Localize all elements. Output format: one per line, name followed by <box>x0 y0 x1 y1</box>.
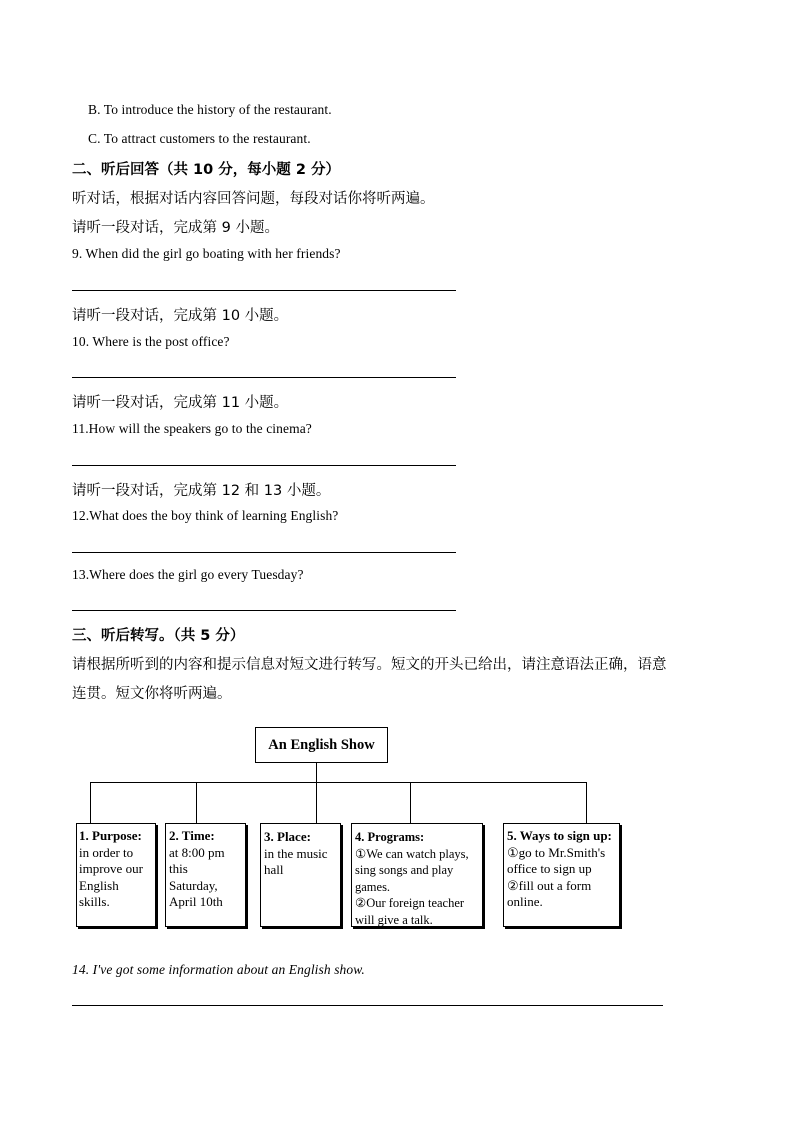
connector-trunk <box>316 763 317 783</box>
prompt-9: 请听一段对话，完成第 9 小题。 <box>72 220 279 236</box>
option-c: C. To attract customers to the restaurant. <box>88 131 311 146</box>
box-place-text: 3. Place: in the music hall <box>264 829 328 877</box>
answer-line-13[interactable] <box>72 610 456 611</box>
box-programs-text: 4. Programs: ①We can watch plays, sing songs and play games. ②Our foreign teacher will give a talk. <box>355 830 469 927</box>
prompt-10: 请听一段对话，完成第 10 小题。 <box>72 308 289 324</box>
answer-line-10[interactable] <box>72 377 456 378</box>
section3-instruction-line2: 连贯。短文你将听两遍。 <box>72 686 232 702</box>
box-purpose-text: 1. Purpose: in order to improve our English skills. <box>79 828 143 909</box>
question-13: 13.Where does the girl go every Tuesday? <box>72 567 304 582</box>
diagram-title-box <box>255 727 388 763</box>
section2-instruction: 听对话，根据对话内容回答问题，每段对话你将听两遍。 <box>72 191 435 207</box>
connector-2 <box>196 782 197 823</box>
prompt-12-13: 请听一段对话，完成第 12 和 13 小题。 <box>72 483 331 499</box>
section2-heading: 二、听后回答（共 10 分，每小题 2 分） <box>72 162 340 178</box>
section3-heading: 三、听后转写。（共 5 分） <box>72 628 245 644</box>
prompt-11: 请听一段对话，完成第 11 小题。 <box>72 395 289 411</box>
box-ways-text: 5. Ways to sign up: ①go to Mr.Smith's office to sign up ②fill out a form online. <box>507 828 612 909</box>
answer-line-11[interactable] <box>72 465 456 466</box>
answer-line-12[interactable] <box>72 552 456 553</box>
question-9: 9. When did the girl go boating with her friends? <box>72 246 341 261</box>
connector-bar <box>90 782 586 783</box>
section3-instruction-line1: 请根据所听到的内容和提示信息对短文进行转写。短文的开头已给出，请注意语法正确，语意 <box>72 657 667 673</box>
answer-line-9[interactable] <box>72 290 456 291</box>
question-12: 12.What does the boy think of learning English? <box>72 508 339 523</box>
connector-1 <box>90 782 91 823</box>
question-14: 14. I've got some information about an English show. <box>72 962 365 977</box>
connector-4 <box>410 782 411 823</box>
connector-3 <box>316 782 317 823</box>
diagram-title: An English Show <box>268 736 375 753</box>
option-b: B. To introduce the history of the restaurant. <box>88 102 332 117</box>
box-time-text: 2. Time: at 8:00 pm this Saturday, April 10th <box>169 828 225 909</box>
connector-5 <box>586 782 587 823</box>
answer-line-14[interactable] <box>72 1005 663 1006</box>
question-10: 10. Where is the post office? <box>72 334 230 349</box>
question-11: 11.How will the speakers go to the cinema? <box>72 421 312 436</box>
